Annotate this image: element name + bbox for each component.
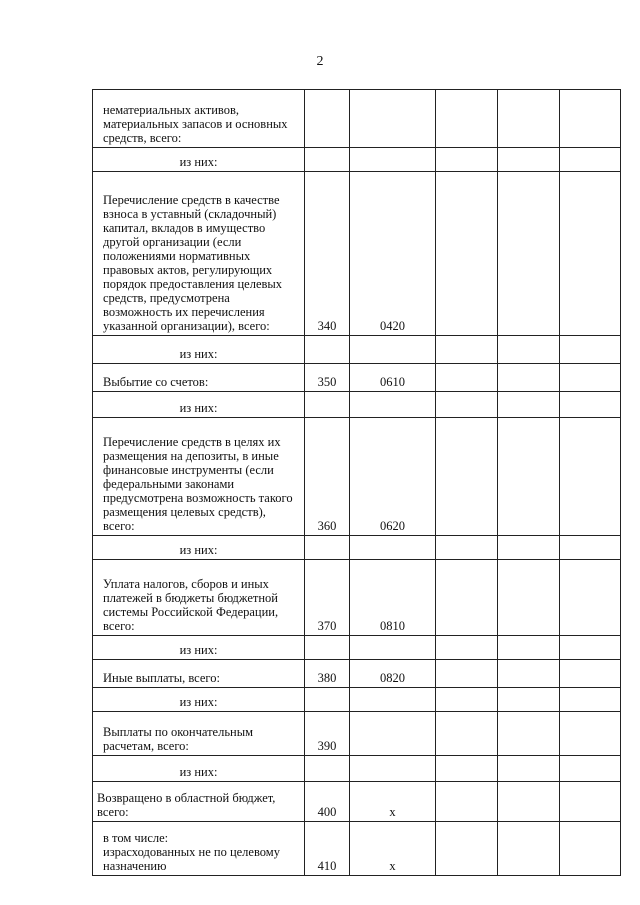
row-amount-cell [560, 822, 621, 876]
row-kosgu-cell [350, 636, 436, 660]
table-row [93, 636, 621, 660]
row-name-cell [93, 688, 305, 712]
row-amount-cell [498, 688, 560, 712]
row-name-cell [93, 148, 305, 172]
row-amount-cell [498, 660, 560, 688]
row-name-cell [93, 660, 305, 688]
row-amount-cell [560, 560, 621, 636]
row-name-text: в том числе: израсходованных не по целевому назначению [103, 831, 280, 873]
row-amount-cell [436, 688, 498, 712]
row-amount-cell [498, 560, 560, 636]
row-kosgu-cell [350, 756, 436, 782]
row-amount-cell [498, 756, 560, 782]
row-code-cell: 370 [305, 560, 350, 636]
table-row [93, 712, 621, 756]
row-name-text: Выбытие со счетов: [103, 375, 209, 389]
row-name-cell [93, 172, 305, 336]
row-name-text: из них: [179, 695, 218, 709]
table-row [93, 418, 621, 536]
row-name-cell [93, 636, 305, 660]
row-code-cell [305, 536, 350, 560]
row-kosgu-cell: x [350, 822, 436, 876]
table-row [93, 660, 621, 688]
row-kosgu-cell [350, 90, 436, 148]
row-amount-cell [560, 660, 621, 688]
row-amount-cell [498, 90, 560, 148]
row-kosgu-cell [350, 688, 436, 712]
row-kosgu-cell: 0810 [350, 560, 436, 636]
row-amount-cell [498, 782, 560, 822]
table-row [93, 364, 621, 392]
row-amount-cell [436, 172, 498, 336]
row-amount-cell [560, 172, 621, 336]
row-amount-cell [498, 418, 560, 536]
table-row [93, 392, 621, 418]
table-row [93, 148, 621, 172]
table-row [93, 822, 621, 876]
row-amount-cell [498, 148, 560, 172]
row-amount-cell [436, 660, 498, 688]
row-amount-cell [436, 822, 498, 876]
row-amount-cell [436, 560, 498, 636]
row-amount-cell [560, 148, 621, 172]
row-amount-cell [436, 756, 498, 782]
row-amount-cell [560, 418, 621, 536]
row-name-cell [93, 336, 305, 364]
row-name-text: из них: [179, 401, 218, 415]
row-amount-cell [560, 712, 621, 756]
row-code-cell [305, 90, 350, 148]
row-amount-cell [436, 712, 498, 756]
row-kosgu-cell [350, 712, 436, 756]
row-amount-cell [436, 364, 498, 392]
row-amount-cell [560, 364, 621, 392]
row-amount-cell [498, 172, 560, 336]
row-name-cell [93, 418, 305, 536]
table-row [93, 688, 621, 712]
table-row [93, 172, 621, 336]
row-name-text: из них: [179, 765, 218, 779]
row-amount-cell [560, 636, 621, 660]
row-amount-cell [498, 712, 560, 756]
row-amount-cell [560, 90, 621, 148]
row-code-cell: 360 [305, 418, 350, 536]
row-code-cell [305, 688, 350, 712]
row-amount-cell [498, 364, 560, 392]
table-row [93, 336, 621, 364]
row-code-cell [305, 636, 350, 660]
row-code-cell: 340 [305, 172, 350, 336]
row-amount-cell [560, 536, 621, 560]
row-name-text: нематериальных активов, материальных запасов и основных средств, всего: [103, 103, 288, 145]
row-name-cell [93, 822, 305, 876]
table-row [93, 536, 621, 560]
row-amount-cell [436, 782, 498, 822]
row-amount-cell [436, 148, 498, 172]
table-row [93, 560, 621, 636]
row-code-cell [305, 148, 350, 172]
table-row [93, 756, 621, 782]
row-code-cell [305, 392, 350, 418]
row-name-cell [93, 756, 305, 782]
row-amount-cell [498, 536, 560, 560]
report-table [92, 89, 621, 876]
row-name-cell [93, 536, 305, 560]
row-amount-cell [436, 392, 498, 418]
row-kosgu-cell: 0420 [350, 172, 436, 336]
report-table-body [93, 90, 621, 876]
row-kosgu-cell [350, 392, 436, 418]
row-name-text: Перечисление средств в качестве взноса в уставный (складочный) капитал, вкладов в имущество другой организации (если положениями нормативных правовых актов, регулирующих порядок предоставления целевых средств, предусмотрена возможность их перечисления указанной организации), всего: [103, 193, 283, 333]
row-name-text: Иные выплаты, всего: [103, 671, 220, 685]
row-name-cell [93, 364, 305, 392]
row-amount-cell [560, 756, 621, 782]
row-name-text: Выплаты по окончательным расчетам, всего: [103, 725, 254, 753]
row-amount-cell [560, 336, 621, 364]
row-name-text: из них: [179, 543, 218, 557]
row-code-cell: 400 [305, 782, 350, 822]
row-amount-cell [436, 536, 498, 560]
row-name-text: Уплата налогов, сборов и иных платежей в бюджеты бюджетной системы Российской Федерации, всего: [103, 577, 279, 633]
row-name-text: из них: [179, 347, 218, 361]
row-amount-cell [498, 336, 560, 364]
row-name-text: из них: [179, 643, 218, 657]
row-kosgu-cell [350, 336, 436, 364]
table-row [93, 90, 621, 148]
row-amount-cell [560, 782, 621, 822]
row-amount-cell [436, 418, 498, 536]
row-kosgu-cell: 0620 [350, 418, 436, 536]
row-name-text: Возвращено в областной бюджет, всего: [97, 791, 276, 819]
row-kosgu-cell: 0820 [350, 660, 436, 688]
row-amount-cell [436, 636, 498, 660]
row-code-cell: 380 [305, 660, 350, 688]
row-name-cell [93, 782, 305, 822]
row-name-cell [93, 90, 305, 148]
page-number: 2 [316, 54, 324, 69]
table-row [93, 782, 621, 822]
row-kosgu-cell: 0610 [350, 364, 436, 392]
row-amount-cell [436, 90, 498, 148]
row-code-cell [305, 336, 350, 364]
row-name-text: Перечисление средств в целях их размещения на депозиты, в иные финансовые инструменты (если федеральными законами предусмотрена возможность такого размещения целевых средств), всего: [103, 435, 293, 533]
row-code-cell: 390 [305, 712, 350, 756]
row-kosgu-cell [350, 148, 436, 172]
row-name-cell [93, 560, 305, 636]
row-amount-cell [498, 822, 560, 876]
row-amount-cell [498, 392, 560, 418]
row-code-cell: 410 [305, 822, 350, 876]
row-amount-cell [436, 336, 498, 364]
row-amount-cell [560, 392, 621, 418]
row-amount-cell [498, 636, 560, 660]
row-name-text: из них: [179, 155, 218, 169]
row-amount-cell [560, 688, 621, 712]
row-code-cell: 350 [305, 364, 350, 392]
row-kosgu-cell: x [350, 782, 436, 822]
row-name-cell [93, 712, 305, 756]
row-code-cell [305, 756, 350, 782]
row-kosgu-cell [350, 536, 436, 560]
row-name-cell [93, 392, 305, 418]
